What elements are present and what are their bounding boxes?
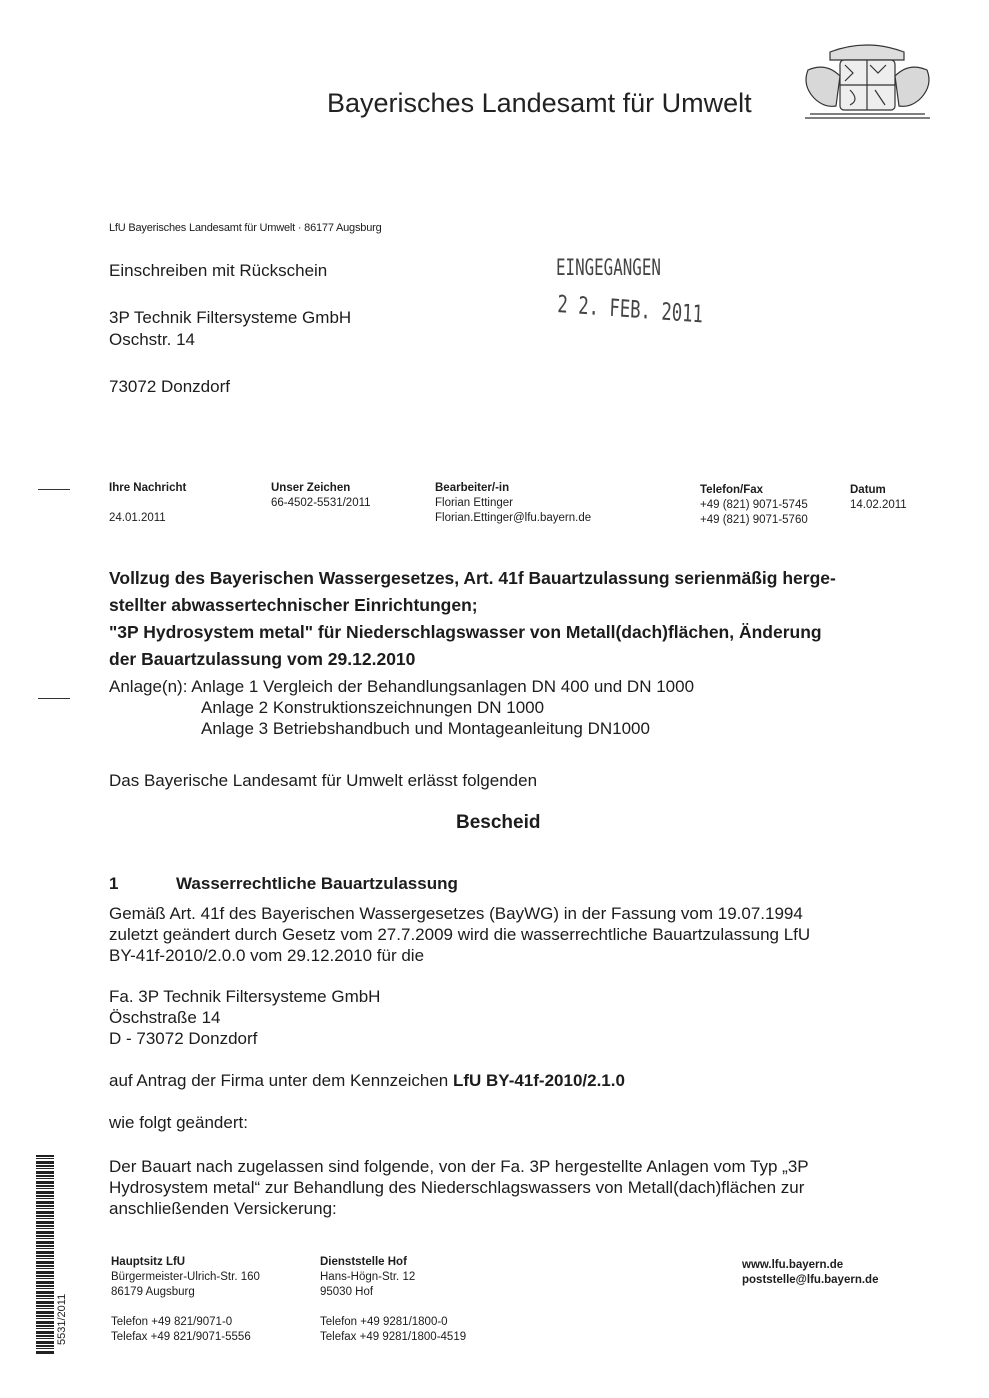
paragraph-approved-types bbox=[109, 1156, 809, 1219]
ref-bearbeiter bbox=[435, 481, 591, 526]
antrag-line bbox=[109, 1070, 625, 1091]
ref-datum bbox=[850, 483, 907, 513]
firm-city: D - 73072 Donzdorf bbox=[109, 1029, 258, 1048]
ref-label: Unser Zeichen bbox=[271, 482, 351, 494]
ref-label: Bearbeiter/-in bbox=[435, 482, 510, 494]
footer-street: Hans-Högn-Str. 12 bbox=[320, 1271, 416, 1283]
ref-label: Ihre Nachricht bbox=[109, 482, 187, 494]
ref-value: Florian Ettinger bbox=[435, 497, 513, 509]
bescheid-heading: Bescheid bbox=[456, 812, 541, 833]
footer-street: Bürgermeister-Ulrich-Str. 160 bbox=[111, 1271, 260, 1283]
footer-contact bbox=[742, 1258, 878, 1288]
attachment-line: Anlage 3 Betriebshandbuch und Montageanleitung DN1000 bbox=[201, 719, 650, 738]
ref-label: Telefon/Fax bbox=[700, 484, 764, 496]
paragraph-line: Der Bauart nach zugelassen sind folgende, von der Fa. 3P hergestellte Anlagen vom Typ „3P bbox=[109, 1157, 809, 1176]
paragraph-line: zuletzt geändert durch Gesetz vom 27.7.2009 wird die wasserrechtliche Bauartzulassung LfU bbox=[109, 925, 811, 944]
paragraph-legal-basis bbox=[109, 903, 810, 966]
fold-mark bbox=[38, 698, 70, 699]
intro-text: Das Bayerische Landesamt für Umwelt erlässt folgenden bbox=[109, 771, 538, 790]
section-title: Wasserrechtliche Bauartzulassung bbox=[176, 874, 458, 893]
barcode-number: 5531/2011 bbox=[56, 1293, 68, 1345]
barcode bbox=[36, 1155, 54, 1355]
firm-name: Fa. 3P Technik Filtersysteme GmbH bbox=[109, 987, 381, 1006]
ref-value: 24.01.2011 bbox=[109, 512, 166, 524]
footer-hof bbox=[320, 1255, 466, 1345]
ref-value: 66-4502-5531/2011 bbox=[271, 497, 371, 509]
received-stamp-date: 2 2. FEB. 2011 bbox=[556, 290, 704, 329]
ref-value: +49 (821) 9071-5745 bbox=[700, 499, 808, 511]
firm-street: Öschstraße 14 bbox=[109, 1008, 221, 1027]
fold-mark bbox=[38, 489, 70, 490]
footer-fax: Telefax +49 9281/1800-4519 bbox=[320, 1331, 467, 1343]
footer-email: poststelle@lfu.bayern.de bbox=[742, 1274, 879, 1286]
ref-telefon bbox=[700, 483, 808, 528]
recipient-company: 3P Technik Filtersysteme GmbH bbox=[109, 308, 352, 327]
subject bbox=[109, 565, 836, 673]
footer-phone: Telefon +49 9281/1800-0 bbox=[320, 1316, 448, 1328]
attachment-line: Anlage 2 Konstruktionszeichnungen DN 1000 bbox=[201, 698, 545, 717]
paragraph-line: anschließenden Versickerung: bbox=[109, 1199, 337, 1218]
delivery-method: Einschreiben mit Rückschein bbox=[109, 261, 328, 280]
subject-line: Vollzug des Bayerischen Wassergesetzes, Art. 41f Bauartzulassung serienmäßig herge- bbox=[109, 568, 836, 588]
footer-title: Dienststelle Hof bbox=[320, 1256, 407, 1268]
paragraph-line: Gemäß Art. 41f des Bayerischen Wassergesetzes (BayWG) in der Fassung vom 19.07.1994 bbox=[109, 904, 803, 923]
subject-line: der Bauartzulassung vom 29.12.2010 bbox=[109, 649, 416, 669]
ref-ihre-nachricht bbox=[109, 481, 186, 526]
recipient-street: Oschstr. 14 bbox=[109, 330, 195, 349]
changed-line: wie folgt geändert: bbox=[109, 1113, 248, 1132]
ref-value: +49 (821) 9071-5760 bbox=[700, 514, 808, 526]
agency-name: Bayerisches Landesamt für Umwelt bbox=[327, 88, 752, 118]
footer-city: 95030 Hof bbox=[320, 1286, 374, 1298]
footer-fax: Telefax +49 821/9071-5556 bbox=[111, 1331, 251, 1343]
sender-line: LfU Bayerisches Landesamt für Umwelt · 86177 Augsburg bbox=[109, 222, 382, 234]
received-stamp-label: EINGEGANGEN bbox=[556, 256, 661, 281]
footer-website: www.lfu.bayern.de bbox=[742, 1259, 844, 1271]
footer-hq bbox=[111, 1255, 260, 1345]
firm-address bbox=[109, 986, 380, 1049]
paragraph-line: Hydrosystem metal“ zur Behandlung des Niederschlagswassers von Metall(dach)flächen zur bbox=[109, 1178, 805, 1197]
footer-title: Hauptsitz LfU bbox=[111, 1256, 186, 1268]
antrag-code: LfU BY-41f-2010/2.1.0 bbox=[452, 1071, 625, 1090]
subject-line: "3P Hydrosystem metal" für Niederschlagswasser von Metall(dach)flächen, Änderung bbox=[109, 622, 822, 642]
antrag-prefix: auf Antrag der Firma unter dem Kennzeichen bbox=[109, 1071, 453, 1090]
ref-unser-zeichen bbox=[271, 481, 371, 511]
paragraph-line: BY-41f-2010/2.0.0 vom 29.12.2010 für die bbox=[109, 946, 425, 965]
ref-label: Datum bbox=[850, 484, 886, 496]
footer-city: 86179 Augsburg bbox=[111, 1286, 195, 1298]
attachments bbox=[109, 676, 694, 739]
ref-email: Florian.Ettinger@lfu.bayern.de bbox=[435, 512, 592, 524]
ref-value: 14.02.2011 bbox=[850, 499, 907, 511]
attachment-line: Anlage(n): Anlage 1 Vergleich der Behandlungsanlagen DN 400 und DN 1000 bbox=[109, 677, 695, 696]
recipient-city: 73072 Donzdorf bbox=[109, 377, 230, 396]
coat-of-arms-logo bbox=[800, 40, 935, 122]
footer-phone: Telefon +49 821/9071-0 bbox=[111, 1316, 233, 1328]
subject-line: stellter abwassertechnischer Einrichtungen; bbox=[109, 595, 478, 615]
section-number: 1 bbox=[109, 874, 119, 893]
